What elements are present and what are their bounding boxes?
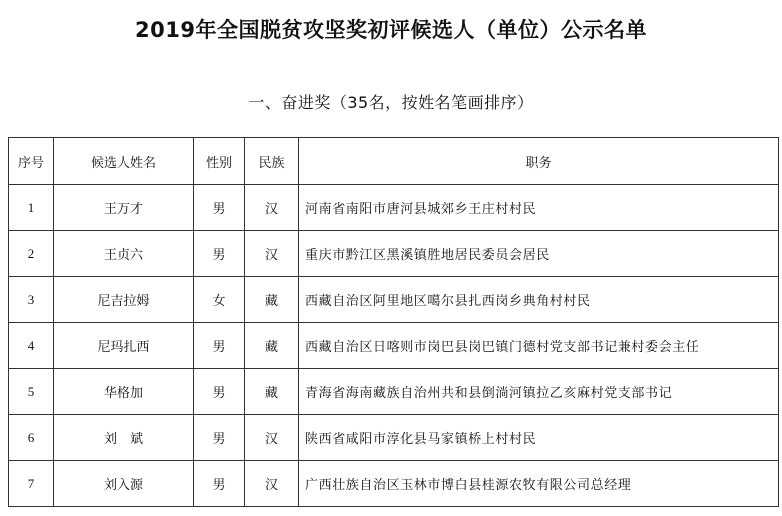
cell-seq: 7 [9,461,54,507]
cell-duty: 青海省海南藏族自治州共和县倒淌河镇拉乙亥麻村党支部书记 [299,369,779,415]
cell-name: 王贞六 [54,231,194,277]
cell-gender: 男 [194,415,245,461]
cell-seq: 1 [9,185,54,231]
cell-duty: 重庆市黔江区黑溪镇胜地居民委员会居民 [299,231,779,277]
table-row [9,231,779,277]
cell-seq: 5 [9,369,54,415]
cell-gender: 男 [194,231,245,277]
cell-duty: 陕西省咸阳市淳化县马家镇桥上村村民 [299,415,779,461]
cell-duty: 河南省南阳市唐河县城郊乡王庄村村民 [299,185,779,231]
cell-name: 尼吉拉姆 [54,277,194,323]
table-body [9,185,779,507]
table-row [9,277,779,323]
cell-seq: 3 [9,277,54,323]
cell-seq: 4 [9,323,54,369]
cell-name: 刘 斌 [54,415,194,461]
cell-ethnicity: 汉 [245,461,299,507]
table-row [9,415,779,461]
cell-ethnicity: 汉 [245,185,299,231]
candidate-table [8,137,779,507]
table-row [9,185,779,231]
cell-gender: 男 [194,185,245,231]
cell-ethnicity: 汉 [245,231,299,277]
cell-seq: 6 [9,415,54,461]
header-row [9,138,779,185]
cell-name: 王万才 [54,185,194,231]
header-name: 候选人姓名 [54,138,194,185]
header-seq: 序号 [9,138,54,185]
cell-duty: 西藏自治区日喀则市岗巴县岗巴镇门德村党支部书记兼村委会主任 [299,323,779,369]
header-ethnicity: 民族 [245,138,299,185]
cell-name: 刘入源 [54,461,194,507]
cell-ethnicity: 汉 [245,415,299,461]
cell-seq: 2 [9,231,54,277]
table-row [9,369,779,415]
cell-gender: 女 [194,277,245,323]
table-header [9,138,779,185]
header-gender: 性别 [194,138,245,185]
cell-duty: 广西壮族自治区玉林市博白县桂源农牧有限公司总经理 [299,461,779,507]
cell-gender: 男 [194,461,245,507]
cell-name: 尼玛扎西 [54,323,194,369]
document-title: 2019年全国脱贫攻坚奖初评候选人（单位）公示名单 [135,18,647,42]
cell-gender: 男 [194,323,245,369]
table-row [9,461,779,507]
cell-gender: 男 [194,369,245,415]
cell-ethnicity: 藏 [245,323,299,369]
table-row [9,323,779,369]
header-duty: 职务 [299,138,779,185]
cell-duty: 西藏自治区阿里地区噶尔县扎西岗乡典角村村民 [299,277,779,323]
cell-name: 华格加 [54,369,194,415]
section-title: 一、奋进奖（35名，按姓名笔画排序） [248,93,534,112]
cell-ethnicity: 藏 [245,277,299,323]
cell-ethnicity: 藏 [245,369,299,415]
